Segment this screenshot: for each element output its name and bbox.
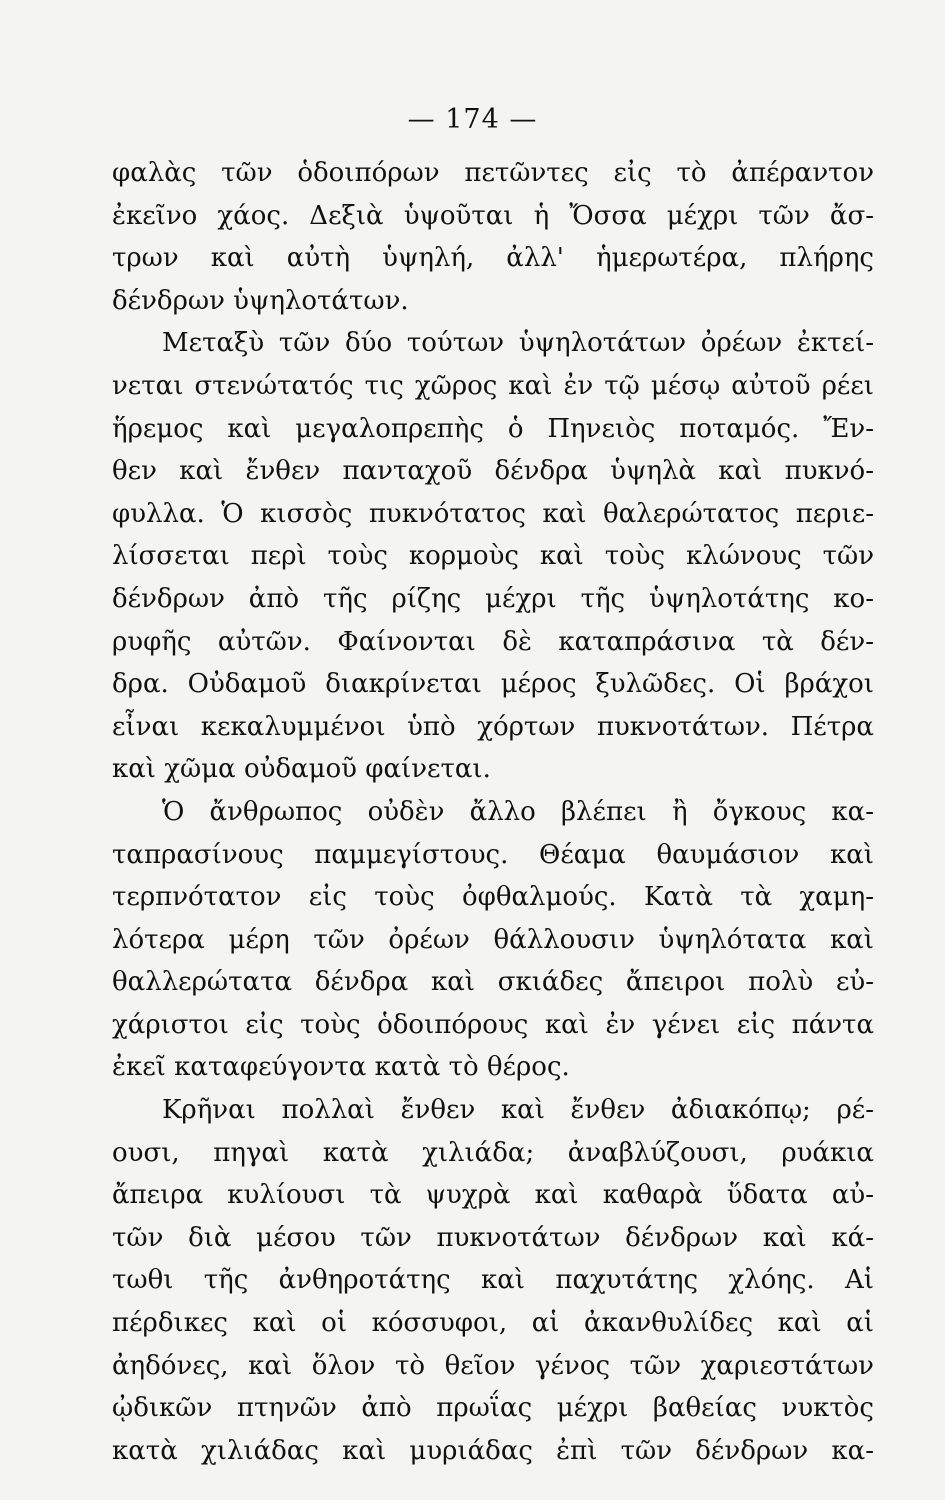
body-text — [112, 152, 874, 1472]
text-line: κατὰ χιλιάδας καὶ μυριάδας ἐπὶ τῶν δένδρων κα- — [112, 1435, 874, 1466]
text-line: εἶναι κεκαλυμμένοι ὑπὸ χόρτων πυκνοτάτων. Πέτρα — [112, 711, 874, 742]
text-line: Μεταξὺ τῶν δύο τούτων ὑψηλοτάτων ὀρέων ἐκτεί- — [162, 328, 874, 359]
page-number: — 174 — — [407, 104, 538, 135]
text-line: ἄπειρα κυλίουσι τὰ ψυχρὰ καὶ καθαρὰ ὕδατα αὐ- — [112, 1180, 874, 1211]
text-line: λίσσεται περὶ τοὺς κορμοὺς καὶ τοὺς κλώνους τῶν — [112, 541, 874, 572]
text-line: θαλλερώτατα δένδρα καὶ σκιάδες ἄπειροι πολὺ εὐ- — [112, 967, 874, 998]
text-line: χάριστοι εἰς τοὺς ὁδοιπόρους καὶ ἐν γένει εἰς πάντα — [112, 1009, 874, 1040]
text-line: ἀηδόνες, καὶ ὅλον τὸ θεῖον γένος τῶν χαριεστάτων — [112, 1350, 874, 1381]
text-line: καὶ χῶμα οὐδαμοῦ φαίνεται. — [112, 754, 491, 785]
text-line: θεν καὶ ἔνθεν πανταχοῦ δένδρα ὑψηλὰ καὶ πυκνό- — [112, 456, 874, 487]
text-line: Κρῆναι πολλαὶ ἔνθεν καὶ ἔνθεν ἀδιακόπῳ; ρέ- — [162, 1095, 874, 1126]
text-line: ουσι, πηγαὶ κατὰ χιλιάδα; ἀναβλύζουσι, ρυάκια — [112, 1137, 874, 1168]
text-line: ᾠδικῶν πτηνῶν ἀπὸ πρωΐας μέχρι βαθείας νυκτὸς — [112, 1393, 874, 1424]
text-line: ἐκεῖνο χάος. Δεξιὰ ὑψοῦται ἡ Ὄσσα μέχρι τῶν ἄσ- — [112, 200, 874, 231]
text-line: νεται στενώτατός τις χῶρος καὶ ἐν τῷ μέσῳ αὐτοῦ ρέει — [112, 370, 874, 401]
text-line: δρα. Οὐδαμοῦ διακρίνεται μέρος ξυλῶδες. Οἱ βράχοι — [112, 669, 874, 700]
text-line: ταπρασίνους παμμεγίστους. Θέαμα θαυμάσιον καὶ — [112, 839, 874, 870]
text-line: ἐκεῖ καταφεύγοντα κατὰ τὸ θέρος. — [112, 1052, 570, 1083]
text-line: τωθι τῆς ἀνθηροτάτης καὶ παχυτάτης χλόης. Αἱ — [112, 1265, 874, 1296]
text-line: τρων καὶ αὐτὴ ὑψηλή, ἀλλ' ἡμερωτέρα, πλήρης — [112, 243, 874, 274]
text-line: τῶν διὰ μέσου τῶν πυκνοτάτων δένδρων καὶ κά- — [112, 1222, 874, 1253]
text-line: πέρδικες καὶ οἱ κόσσυφοι, αἱ ἀκανθυλίδες καὶ αἱ — [112, 1308, 874, 1339]
text-line: φαλὰς τῶν ὁδοιπόρων πετῶντες εἰς τὸ ἀπέραντον — [112, 158, 874, 188]
text-line: φυλλα. Ὁ κισσὸς πυκνότατος καὶ θαλερώτατος περιε- — [112, 498, 874, 529]
text-line: τερπνότατον εἰς τοὺς ὀφθαλμούς. Κατὰ τὰ χαμη- — [112, 882, 874, 913]
text-line: δένδρων ὑψηλοτάτων. — [112, 285, 409, 316]
text-line: ρυφῆς αὐτῶν. Φαίνονται δὲ καταπράσινα τὰ δέν- — [112, 626, 874, 657]
text-line: ἥρεμος καὶ μεγαλοπρεπὴς ὁ Πηνειὸς ποταμός. Ἔν- — [112, 413, 874, 444]
text-line: δένδρων ἀπὸ τῆς ρίζης μέχρι τῆς ὑψηλοτάτης κο- — [112, 583, 874, 614]
text-line: λότερα μέρη τῶν ὀρέων θάλλουσιν ὑψηλότατα καὶ — [112, 924, 874, 955]
text-line: Ὁ ἄνθρωπος οὐδὲν ἄλλο βλέπει ἢ ὄγκους κα- — [162, 796, 874, 827]
